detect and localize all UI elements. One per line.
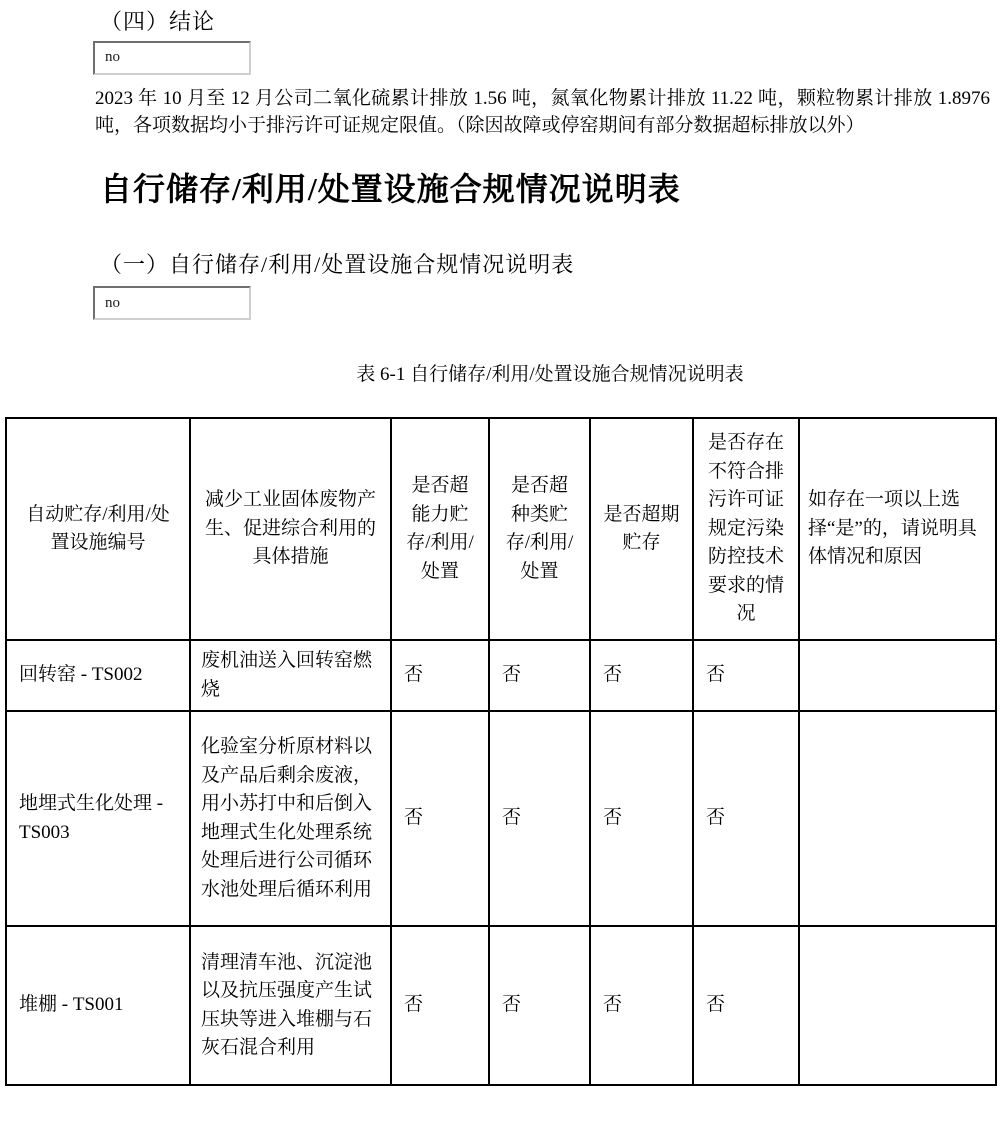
table-row	[6, 926, 996, 1085]
cell-over-period: 否	[590, 711, 693, 926]
conclusion-section-heading: （四）结论	[100, 9, 216, 34]
cell-facility-id: 地埋式生化处理 - TS003	[6, 711, 190, 926]
header-non-compliance: 是否存在不符合排污许可证规定污染防控技术要求的情况	[693, 418, 799, 640]
cell-facility-id: 堆棚 - TS001	[6, 926, 190, 1085]
table-row	[6, 711, 996, 926]
facility-section-heading: （一）自行储存/利用/处置设施合规情况说明表	[100, 251, 575, 277]
compliance-table	[5, 417, 997, 1086]
header-over-type: 是否超种类贮存/利用/处置	[489, 418, 590, 640]
table-header-row	[6, 418, 996, 640]
header-over-capacity: 是否超能力贮存/利用/处置	[391, 418, 489, 640]
cell-over-capacity: 否	[391, 640, 489, 711]
cell-over-type: 否	[489, 711, 590, 926]
cell-explanation	[799, 711, 996, 926]
conclusion-paragraph: 2023 年 10 月至 12 月公司二氧化硫累计排放 1.56 吨，氮氧化物累计排放 11.22 吨，颗粒物累计排放 1.8976 吨，各项数据均小于排污许可证规定限值。（除因故障或停窑期间有部分数据超标排放以外）	[95, 87, 990, 136]
cell-over-type: 否	[489, 926, 590, 1085]
cell-facility-id: 回转窑 - TS002	[6, 640, 190, 711]
header-measures: 减少工业固体废物产生、促进综合利用的具体措施	[190, 418, 391, 640]
table-caption: 表 6-1 自行储存/利用/处置设施合规情况说明表	[356, 364, 744, 385]
header-explanation: 如存在一项以上选择“是”的，请说明具体情况和原因	[799, 418, 996, 640]
cell-over-capacity: 否	[391, 926, 489, 1085]
cell-over-period: 否	[590, 640, 693, 711]
conclusion-note-input[interactable]	[93, 41, 251, 75]
cell-measures: 化验室分析原材料以及产品后剩余废液，用小苏打中和后倒入地理式生化处理系统处理后进行公司循环水池处理后循环利用	[190, 711, 391, 926]
cell-measures: 清理清车池、沉淀池以及抗压强度产生试压块等进入堆棚与石灰石混合利用	[190, 926, 391, 1085]
cell-over-capacity: 否	[391, 711, 489, 926]
cell-measures: 废机油送入回转窑燃烧	[190, 640, 391, 711]
header-facility-id: 自动贮存/利用/处置设施编号	[6, 418, 190, 640]
page-title: 自行储存/利用/处置设施合规情况说明表	[100, 170, 681, 207]
cell-explanation	[799, 640, 996, 711]
cell-over-period: 否	[590, 926, 693, 1085]
cell-over-type: 否	[489, 640, 590, 711]
cell-non-compliance: 否	[693, 640, 799, 711]
cell-non-compliance: 否	[693, 711, 799, 926]
cell-non-compliance: 否	[693, 926, 799, 1085]
cell-explanation	[799, 926, 996, 1085]
facility-note-input[interactable]	[93, 286, 251, 320]
table-row	[6, 640, 996, 711]
header-over-period: 是否超期贮存	[590, 418, 693, 640]
